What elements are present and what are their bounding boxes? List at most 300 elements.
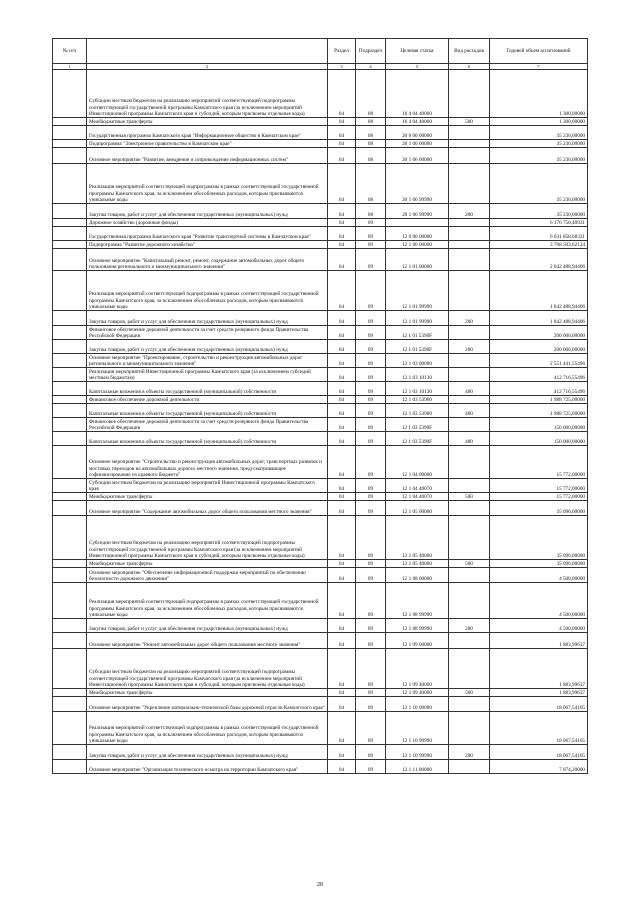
cell-target: 12 1 03 00000 xyxy=(386,354,449,368)
cell-razdel: 04 xyxy=(328,118,356,126)
cell-num xyxy=(53,368,87,382)
cell-podrazdel: 09 xyxy=(356,241,386,249)
cell-name: Реализация мероприятий Инвестиционной программы Камчатского края (за исключением субсидий местным бюджетам) xyxy=(87,368,328,382)
cell-target: 20 1 00 00000 xyxy=(386,140,449,148)
cell-name: Подпрограмма "Электронное правительство в Камчатском крае" xyxy=(87,140,328,148)
cell-num xyxy=(53,140,87,148)
cell-target: 12 0 00 00000 xyxy=(386,227,449,241)
table-body xyxy=(53,70,588,774)
cell-podrazdel: 09 xyxy=(356,583,386,619)
cell-exp-type xyxy=(449,326,490,340)
cell-razdel: 04 xyxy=(328,633,356,649)
cell-name: Субсидии местным бюджетам на реализацию мероприятий соответствующей подпрограммы соответствующей государственной программы Камчатского края (за исключением мероприятий Инвестиционной программы Камчатского края и субсидий, которым присвоены отдельные коды) xyxy=(87,516,328,560)
cell-amount: 35 230,00000 xyxy=(490,140,588,148)
cell-target: 12 1 11 00000 xyxy=(386,760,449,774)
cell-target: 12 1 08 00000 xyxy=(386,568,449,583)
cell-num xyxy=(53,219,87,227)
cell-podrazdel: 09 xyxy=(356,649,386,689)
cell-num xyxy=(53,311,87,326)
cell-razdel: 04 xyxy=(328,227,356,241)
cell-podrazdel: 09 xyxy=(356,633,386,649)
header-number: 1 xyxy=(53,64,87,70)
cell-razdel: 04 xyxy=(328,418,356,432)
cell-amount: 35 230,00000 xyxy=(490,164,588,204)
cell-podrazdel: 09 xyxy=(356,619,386,633)
cell-name: Подпрограмма "Развитие дорожного хозяйства" xyxy=(87,241,328,249)
table-row xyxy=(53,760,588,774)
cell-amount: 1 988 725,00000 xyxy=(490,404,588,418)
table-row xyxy=(53,148,588,164)
cell-name: Основное мероприятие "Капитальный ремонт, ремонт, содержание автомобильных дорог общего пользования регионального и межмуниципального значения" xyxy=(87,249,328,271)
cell-name: Государственная программа Камчатского края "Информационное общество в Камчатском крае" xyxy=(87,126,328,140)
cell-num xyxy=(53,148,87,164)
cell-target: 12 1 05 00000 xyxy=(386,501,449,516)
cell-name: Закупка товаров, работ и услуг для обеспечения государственных (муниципальных) нужд xyxy=(87,204,328,219)
table-row xyxy=(53,493,588,501)
cell-name: Основное мероприятие "Обеспечение информационной поддержки мероприятий по обеспечению безопасности дорожного движения" xyxy=(87,568,328,583)
cell-podrazdel: 09 xyxy=(356,418,386,432)
header-name xyxy=(87,39,328,64)
cell-name: Капитальные вложения в объекты государственной (муниципальной) собственности xyxy=(87,382,328,396)
header-number: 7 xyxy=(490,64,588,70)
cell-amount: 2 551 441,55496 xyxy=(490,354,588,368)
cell-target: 12 1 05 40060 xyxy=(386,516,449,560)
cell-exp-type: 500 xyxy=(449,118,490,126)
cell-name: Капитальные вложения в объекты государственной (муниципальной) собственности xyxy=(87,432,328,446)
table-row xyxy=(53,649,588,689)
header-number: 6 xyxy=(449,64,490,70)
cell-podrazdel: 09 xyxy=(356,249,386,271)
cell-num xyxy=(53,227,87,241)
cell-target: 16 4 04 40060 xyxy=(386,70,449,118)
cell-razdel: 04 xyxy=(328,479,356,493)
cell-target: 12 1 05 40060 xyxy=(386,560,449,568)
cell-razdel: 04 xyxy=(328,649,356,689)
cell-amount: 200 000,00000 xyxy=(490,326,588,340)
cell-amount: 1 883,99637 xyxy=(490,633,588,649)
table-row xyxy=(53,354,588,368)
cell-amount: 35 096,00000 xyxy=(490,501,588,516)
cell-name: Межбюджетные трансферты xyxy=(87,560,328,568)
cell-exp-type xyxy=(449,140,490,148)
cell-podrazdel: 08 xyxy=(356,164,386,204)
cell-exp-type xyxy=(449,712,490,745)
table-row xyxy=(53,583,588,619)
cell-exp-type xyxy=(449,219,490,227)
cell-podrazdel: 09 xyxy=(356,697,386,712)
cell-podrazdel: 09 xyxy=(356,326,386,340)
cell-amount: 35 096,00000 xyxy=(490,560,588,568)
cell-num xyxy=(53,340,87,354)
cell-name: Основное мероприятие "Организация технического осмотра на территории Камчатского края" xyxy=(87,760,328,774)
cell-exp-type xyxy=(449,148,490,164)
cell-exp-type xyxy=(449,516,490,560)
cell-target: 12 1 03 5390F xyxy=(386,432,449,446)
table-row xyxy=(53,446,588,479)
cell-amount: 18 067,54165 xyxy=(490,697,588,712)
table-row xyxy=(53,164,588,204)
cell-exp-type: 200 xyxy=(449,619,490,633)
header-podrazdel: Подраздел xyxy=(356,39,386,64)
cell-amount: 150 000,00000 xyxy=(490,432,588,446)
cell-exp-type: 400 xyxy=(449,382,490,396)
cell-exp-type: 200 xyxy=(449,204,490,219)
cell-name: Реализация мероприятий соответствующей подпрограммы в рамках соответствующей государственной программы Камчатского края, за исключением обособленных расходов, которым присваиваются уникальные коды xyxy=(87,712,328,745)
cell-num xyxy=(53,712,87,745)
cell-name: Финансовое обеспечение дорожной деятельности xyxy=(87,396,328,404)
table-row xyxy=(53,568,588,583)
cell-amount: 4 500,00000 xyxy=(490,619,588,633)
cell-amount: 4 500,00000 xyxy=(490,568,588,583)
cell-podrazdel: 09 xyxy=(356,311,386,326)
cell-target xyxy=(386,219,449,227)
cell-razdel: 04 xyxy=(328,404,356,418)
cell-num xyxy=(53,446,87,479)
cell-exp-type xyxy=(449,241,490,249)
cell-target: 12 1 01 99990 xyxy=(386,271,449,311)
cell-exp-type xyxy=(449,271,490,311)
header-number: 4 xyxy=(356,64,386,70)
cell-amount: 1 300,00000 xyxy=(490,70,588,118)
table-row xyxy=(53,516,588,560)
cell-exp-type xyxy=(449,479,490,493)
table-row xyxy=(53,219,588,227)
cell-exp-type: 400 xyxy=(449,432,490,446)
cell-exp-type xyxy=(449,697,490,712)
cell-amount: 1 842 488,94406 xyxy=(490,271,588,311)
cell-amount: 35 230,00000 xyxy=(490,126,588,140)
cell-num xyxy=(53,697,87,712)
cell-podrazdel: 09 xyxy=(356,516,386,560)
cell-razdel: 04 xyxy=(328,446,356,479)
cell-exp-type xyxy=(449,446,490,479)
cell-podrazdel: 09 xyxy=(356,493,386,501)
cell-razdel: 04 xyxy=(328,697,356,712)
cell-podrazdel: 09 xyxy=(356,432,386,446)
cell-razdel: 04 xyxy=(328,368,356,382)
cell-exp-type: 500 xyxy=(449,689,490,697)
cell-target: 12 1 10 99990 xyxy=(386,745,449,760)
cell-num xyxy=(53,404,87,418)
cell-podrazdel: 09 xyxy=(356,745,386,760)
cell-target: 12 1 08 99990 xyxy=(386,583,449,619)
cell-razdel: 04 xyxy=(328,583,356,619)
header-num: № п/п xyxy=(53,39,87,64)
cell-name: Закупка товаров, работ и услуг для обеспечения государственных (муниципальных) нужд xyxy=(87,745,328,760)
cell-exp-type xyxy=(449,568,490,583)
cell-name: Межбюджетные трансферты xyxy=(87,689,328,697)
cell-num xyxy=(53,649,87,689)
cell-podrazdel: 09 xyxy=(356,568,386,583)
cell-amount: 1 300,00000 xyxy=(490,118,588,126)
cell-exp-type: 200 xyxy=(449,745,490,760)
cell-exp-type: 500 xyxy=(449,560,490,568)
cell-razdel: 04 xyxy=(328,560,356,568)
cell-razdel: 04 xyxy=(328,164,356,204)
cell-num xyxy=(53,432,87,446)
cell-target: 12 1 10 99990 xyxy=(386,712,449,745)
cell-name: Реализация мероприятий соответствующей подпрограммы в рамках соответствующей государственной программы Камчатского края, за исключением обособленных расходов, которым присваиваются уникальные коды xyxy=(87,271,328,311)
cell-exp-type xyxy=(449,126,490,140)
cell-amount: 1 988 725,00000 xyxy=(490,396,588,404)
cell-razdel: 04 xyxy=(328,382,356,396)
cell-podrazdel: 08 xyxy=(356,140,386,148)
header-razdel: Раздел xyxy=(328,39,356,64)
cell-exp-type xyxy=(449,227,490,241)
cell-razdel: 04 xyxy=(328,493,356,501)
cell-name: Реализация мероприятий соответствующей подпрограммы в рамках соответствующей государственной программы Камчатского края, за исключением обособленных расходов, которым присваиваются уникальные коды xyxy=(87,164,328,204)
cell-exp-type xyxy=(449,368,490,382)
cell-podrazdel: 09 xyxy=(356,354,386,368)
table-row xyxy=(53,118,588,126)
cell-target: 12 1 09 40060 xyxy=(386,689,449,697)
table-row xyxy=(53,745,588,760)
cell-amount: 18 067,54165 xyxy=(490,712,588,745)
cell-num xyxy=(53,689,87,697)
cell-amount: 35 230,00000 xyxy=(490,204,588,219)
table-row xyxy=(53,126,588,140)
cell-name: Капитальные вложения в объекты государственной (муниципальной) собственности xyxy=(87,404,328,418)
header-number: 2 xyxy=(87,64,328,70)
cell-razdel: 04 xyxy=(328,219,356,227)
table-row xyxy=(53,432,588,446)
cell-amount: 15 772,00000 xyxy=(490,446,588,479)
cell-num xyxy=(53,479,87,493)
budget-table-sheet xyxy=(52,38,587,774)
cell-podrazdel: 09 xyxy=(356,396,386,404)
cell-target: 20 1 06 99990 xyxy=(386,204,449,219)
cell-num xyxy=(53,326,87,340)
cell-podrazdel: 09 xyxy=(356,368,386,382)
cell-num xyxy=(53,583,87,619)
cell-podrazdel: 09 xyxy=(356,271,386,311)
cell-razdel: 04 xyxy=(328,745,356,760)
cell-num xyxy=(53,560,87,568)
cell-name: Основное мероприятие "Проектирование, строительство и реконструкция автомобильных дорог регионального и межмуниципального значения" xyxy=(87,354,328,368)
cell-razdel: 04 xyxy=(328,501,356,516)
cell-exp-type: 400 xyxy=(449,404,490,418)
cell-name: Основное мероприятие "Ремонт автомобильных дорог общего пользования местного значения" xyxy=(87,633,328,649)
cell-num xyxy=(53,745,87,760)
table-row xyxy=(53,340,588,354)
table-row xyxy=(53,241,588,249)
cell-name: Основное мероприятие "Укрепление материально-технической базы дорожной отрасли Камчатского края" xyxy=(87,697,328,712)
cell-num xyxy=(53,118,87,126)
cell-razdel: 04 xyxy=(328,311,356,326)
cell-podrazdel: 09 xyxy=(356,689,386,697)
cell-target: 12 1 03 53900 xyxy=(386,404,449,418)
cell-name: Финансовое обеспечение дорожной деятельности за счет средств резервного фонда Правительства Российской Федерации xyxy=(87,326,328,340)
cell-podrazdel: 09 xyxy=(356,446,386,479)
cell-podrazdel: 09 xyxy=(356,404,386,418)
budget-table xyxy=(52,38,588,774)
cell-target: 12 1 01 5390F xyxy=(386,326,449,340)
cell-podrazdel: 09 xyxy=(356,501,386,516)
cell-num xyxy=(53,418,87,432)
cell-num xyxy=(53,271,87,311)
header-exp-type: Вид расходов xyxy=(449,39,490,64)
cell-razdel: 04 xyxy=(328,326,356,340)
cell-num xyxy=(53,382,87,396)
cell-target: 12 1 04 00000 xyxy=(386,446,449,479)
cell-num xyxy=(53,501,87,516)
cell-razdel: 04 xyxy=(328,204,356,219)
header-target: Целевая статья xyxy=(386,39,449,64)
table-row xyxy=(53,418,588,432)
table-row xyxy=(53,249,588,271)
table-row xyxy=(53,501,588,516)
cell-num xyxy=(53,241,87,249)
cell-razdel: 04 xyxy=(328,619,356,633)
cell-name: Межбюджетные трансферты xyxy=(87,493,328,501)
cell-podrazdel: 09 xyxy=(356,560,386,568)
cell-razdel: 04 xyxy=(328,712,356,745)
cell-num xyxy=(53,619,87,633)
cell-exp-type xyxy=(449,583,490,619)
cell-num xyxy=(53,70,87,118)
cell-name: Субсидии местным бюджетам на реализацию мероприятий соответствующей подпрограммы соответствующей государственной программы Камчатского края (за исключением мероприятий Инвестиционной программы Камчатского края и субсидий, которым присвоены отдельные коды) xyxy=(87,70,328,118)
cell-podrazdel: 09 xyxy=(356,227,386,241)
cell-target: 12 1 09 40060 xyxy=(386,649,449,689)
table-row xyxy=(53,368,588,382)
cell-exp-type: 200 xyxy=(449,311,490,326)
cell-num xyxy=(53,493,87,501)
table-row xyxy=(53,633,588,649)
table-row xyxy=(53,204,588,219)
cell-name: Закупка товаров, работ и услуг для обеспечения государственных (муниципальных) нужд xyxy=(87,619,328,633)
cell-exp-type xyxy=(449,418,490,432)
cell-name: Основное мероприятие "Строительство и реконструкция автомобильных дорог, транспортных развязок и мостовых переходов на автомобильных дорогах местного значения, предусматривающее софинансирование из краевого бюджета" xyxy=(87,446,328,479)
table-row xyxy=(53,697,588,712)
cell-exp-type xyxy=(449,70,490,118)
header-number: 3 xyxy=(328,64,356,70)
cell-exp-type xyxy=(449,649,490,689)
cell-name: Субсидии местным бюджетам на реализацию мероприятий Инвестиционной программы Камчатского края xyxy=(87,479,328,493)
cell-exp-type xyxy=(449,633,490,649)
cell-amount: 4 500,00000 xyxy=(490,583,588,619)
table-row xyxy=(53,404,588,418)
cell-num xyxy=(53,516,87,560)
cell-target: 16 4 04 40060 xyxy=(386,118,449,126)
cell-target: 12 1 08 99990 xyxy=(386,619,449,633)
table-row xyxy=(53,560,588,568)
cell-podrazdel: 08 xyxy=(356,126,386,140)
cell-amount: 3 768 503,62134 xyxy=(490,241,588,249)
cell-name: Государственная программа Камчатского края "Развитие транспортной системы в Камчатском крае" xyxy=(87,227,328,241)
cell-name: Финансовое обеспечение дорожной деятельности за счет средств резервного фонда Правительства Российской Федерации xyxy=(87,418,328,432)
cell-target: 12 1 00 00000 xyxy=(386,241,449,249)
cell-razdel: 04 xyxy=(328,249,356,271)
cell-target: 12 1 01 99990 xyxy=(386,311,449,326)
cell-target: 12 1 04 40070 xyxy=(386,493,449,501)
cell-razdel: 04 xyxy=(328,340,356,354)
table-row xyxy=(53,479,588,493)
cell-amount: 150 000,00000 xyxy=(490,418,588,432)
cell-razdel: 04 xyxy=(328,568,356,583)
cell-name: Субсидии местным бюджетам на реализацию мероприятий соответствующей подпрограммы соответствующей государственной программы Камчатского края (за исключением мероприятий Инвестиционной программы Камчатского края и субсидий, которым присвоены отдельные коды) xyxy=(87,649,328,689)
cell-target: 20 1 06 99990 xyxy=(386,164,449,204)
cell-exp-type xyxy=(449,249,490,271)
cell-name: Основное мероприятие "Развитие, внедрение и сопровождение информационных систем" xyxy=(87,148,328,164)
cell-target: 20 0 00 00000 xyxy=(386,126,449,140)
table-row xyxy=(53,712,588,745)
cell-amount: 7 874,20000 xyxy=(490,760,588,774)
cell-num xyxy=(53,354,87,368)
cell-razdel: 04 xyxy=(328,241,356,249)
cell-num xyxy=(53,126,87,140)
table-row xyxy=(53,227,588,241)
cell-target: 12 1 03 10130 xyxy=(386,382,449,396)
table-row xyxy=(53,70,588,118)
cell-target: 12 1 01 5390F xyxy=(386,340,449,354)
table-header-row xyxy=(53,39,588,64)
cell-podrazdel: 09 xyxy=(356,712,386,745)
cell-exp-type xyxy=(449,396,490,404)
cell-exp-type: 200 xyxy=(449,340,490,354)
cell-razdel: 04 xyxy=(328,148,356,164)
cell-name: Основное мероприятие "Содержание автомобильных дорог общего пользования местного значения" xyxy=(87,501,328,516)
cell-num xyxy=(53,249,87,271)
table-row xyxy=(53,326,588,340)
cell-podrazdel: 08 xyxy=(356,70,386,118)
cell-amount: 1 842 488,94406 xyxy=(490,311,588,326)
cell-exp-type xyxy=(449,164,490,204)
cell-amount: 15 772,00000 xyxy=(490,493,588,501)
cell-razdel: 04 xyxy=(328,354,356,368)
cell-razdel: 04 xyxy=(328,432,356,446)
cell-num xyxy=(53,760,87,774)
cell-amount: 18 067,54165 xyxy=(490,745,588,760)
table-row xyxy=(53,619,588,633)
table-row xyxy=(53,140,588,148)
cell-target: 12 1 03 5390F xyxy=(386,418,449,432)
cell-amount: 2 042 488,94406 xyxy=(490,249,588,271)
cell-amount: 412 716,55496 xyxy=(490,368,588,382)
cell-target: 12 1 09 00000 xyxy=(386,633,449,649)
table-row xyxy=(53,396,588,404)
cell-num xyxy=(53,633,87,649)
cell-exp-type xyxy=(449,501,490,516)
cell-podrazdel: 09 xyxy=(356,382,386,396)
cell-num xyxy=(53,164,87,204)
cell-amount: 35 096,00000 xyxy=(490,516,588,560)
cell-razdel: 04 xyxy=(328,70,356,118)
page-number: 28 xyxy=(317,882,323,888)
cell-podrazdel: 08 xyxy=(356,204,386,219)
cell-razdel: 04 xyxy=(328,516,356,560)
table-row xyxy=(53,382,588,396)
cell-name: Реализация мероприятий соответствующей подпрограммы в рамках соответствующей государственной программы Камчатского края, за исключением обособленных расходов, которым присваиваются уникальные коды xyxy=(87,583,328,619)
cell-num xyxy=(53,396,87,404)
cell-razdel: 04 xyxy=(328,271,356,311)
table-row xyxy=(53,689,588,697)
cell-name: Дорожное хозяйство (дорожные фонды) xyxy=(87,219,328,227)
cell-podrazdel: 09 xyxy=(356,340,386,354)
cell-amount: 200 000,00000 xyxy=(490,340,588,354)
cell-num xyxy=(53,204,87,219)
cell-name: Закупка товаров, работ и услуг для обеспечения государственных (муниципальных) нужд xyxy=(87,311,328,326)
cell-podrazdel: 09 xyxy=(356,479,386,493)
cell-podrazdel: 09 xyxy=(356,219,386,227)
cell-target: 12 1 03 10130 xyxy=(386,368,449,382)
cell-razdel: 04 xyxy=(328,396,356,404)
cell-exp-type xyxy=(449,354,490,368)
cell-name: Закупка товаров, работ и услуг для обеспечения государственных (муниципальных) нужд xyxy=(87,340,328,354)
cell-exp-type xyxy=(449,760,490,774)
cell-podrazdel: 08 xyxy=(356,148,386,164)
cell-target: 12 1 03 53900 xyxy=(386,396,449,404)
cell-podrazdel: 08 xyxy=(356,118,386,126)
